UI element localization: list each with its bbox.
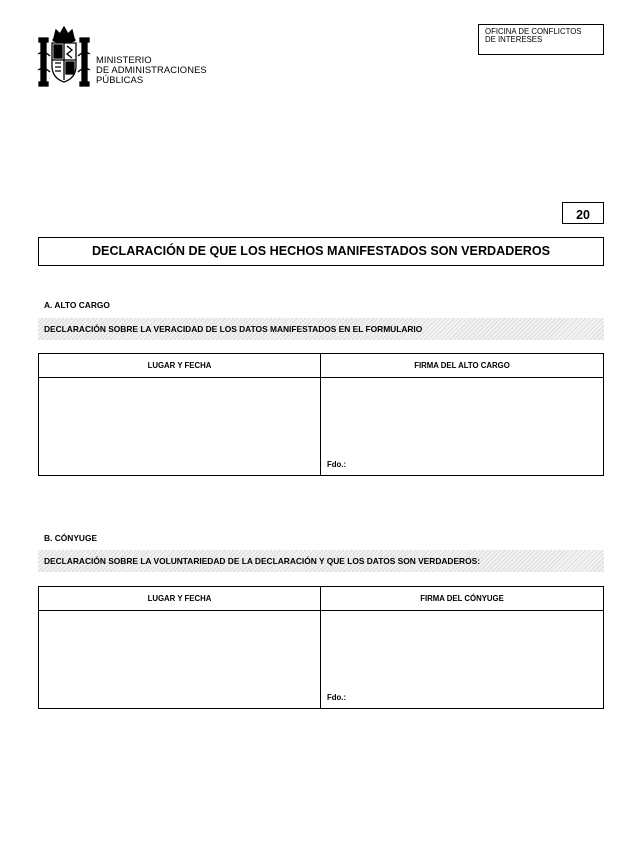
section-b-signature-table	[38, 586, 604, 709]
place-date-field[interactable]	[39, 611, 321, 708]
signature-field[interactable]	[321, 378, 603, 475]
ministry-line: PÚBLICAS	[96, 74, 144, 85]
form-number: 20	[562, 202, 604, 224]
signature-header: FIRMA DEL CÓNYUGE	[321, 587, 603, 611]
section-b-label: B. CÓNYUGE	[44, 533, 98, 543]
office-line: OFICINA DE CONFLICTOS	[485, 27, 582, 36]
place-date-header: LUGAR Y FECHA	[39, 354, 321, 378]
office-box	[478, 24, 604, 55]
place-date-header: LUGAR Y FECHA	[39, 587, 321, 611]
signature-header: FIRMA DEL ALTO CARGO	[321, 354, 603, 378]
ministry-line: MINISTERIO	[96, 54, 152, 65]
ministry-line: DE ADMINISTRACIONES	[96, 64, 207, 75]
fdo-label: Fdo.:	[327, 460, 347, 469]
fdo-label: Fdo.:	[327, 693, 347, 702]
page-title: DECLARACIÓN DE QUE LOS HECHOS MANIFESTADOS SON VERDADEROS	[38, 237, 604, 266]
place-date-field[interactable]	[39, 378, 321, 475]
section-a-signature-table	[38, 353, 604, 476]
coat-of-arms-icon	[36, 24, 92, 90]
office-line: DE INTERESES	[485, 35, 543, 45]
section-a-band: DECLARACIÓN SOBRE LA VERACIDAD DE LOS DATOS MANIFESTADOS EN EL FORMULARIO	[38, 318, 604, 340]
signature-field[interactable]	[321, 611, 603, 708]
section-b-band: DECLARACIÓN SOBRE LA VOLUNTARIEDAD DE LA DECLARACIÓN Y QUE LOS DATOS SON VERDADEROS:	[38, 550, 604, 572]
ministry-name	[96, 55, 207, 85]
section-a-label: A. ALTO CARGO	[44, 300, 110, 310]
